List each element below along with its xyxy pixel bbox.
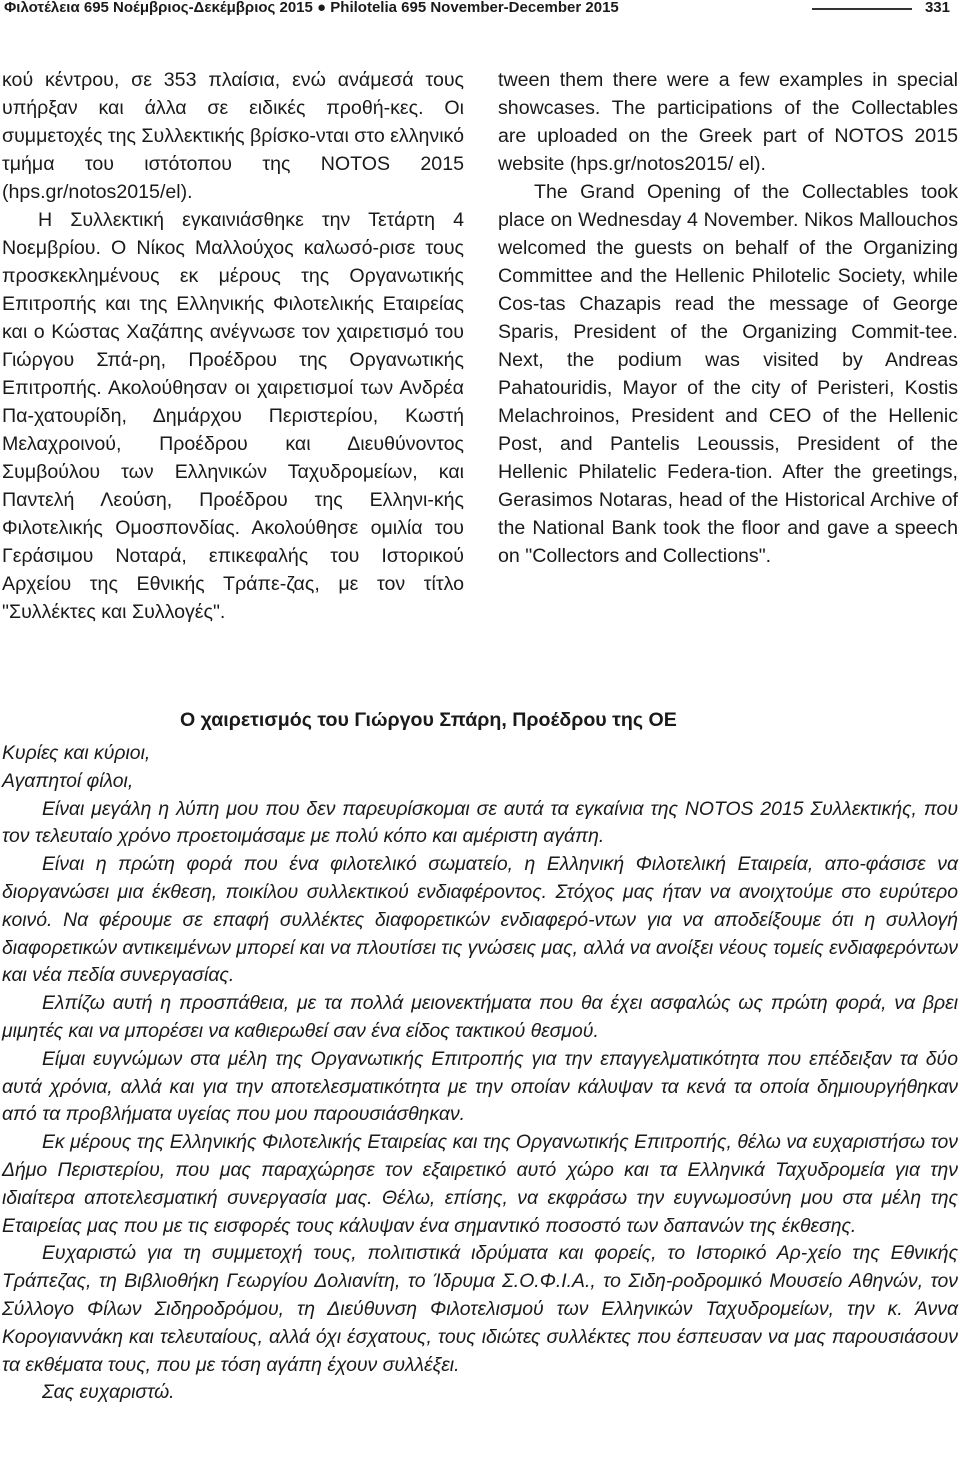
journal-title-english: Philotelia 695 November-December 2015 xyxy=(330,0,619,16)
speech-paragraph: Είναι η πρώτη φορά που ένα φιλοτελικό σωματείο, η Ελληνική Φιλοτελική Εταιρεία, απο-φάσισε να διοργανώσει μια έκθεση, ποικίλου συλλεκτικού ενδιαφέροντος. Στόχος μας ήταν να ανοιχτούμε στο ευρύτερο κοινό. Να φέρουμε σε επαφή συλλέκτες διαφορετικών ενδιαφερό-ντων για να αποδείξουμε ότι η συλλογή διαφορετικών αντικειμένων μπορεί και να πλουτίσει τις γνώσεις μας, αλλά να ανοίξει νέους τομείς ενδιαφερόντων και νέα πεδία συνεργασίας. xyxy=(2,853,958,987)
english-paragraph-2: The Grand Opening of the Collectables took place on Wednesday 4 November. Nikos Mallouchos welcomed the guests on behalf of the Organizing Committee and the Hellenic Philotelic Society, while Cos-tas Chazapis read the message of George Sparis, President of the Organizing Commit-tee. Next, the podium was visited by Andreas Pahatouridis, Mayor of the city of Peristeri, Kostis Melachroinos, President and CEO of the Hellenic Post, and Pantelis Leoussis, President of the Hellenic Philatelic Federa-tion. After the greetings, Gerasimos Notaras, head of the Historical Archive of the National Bank took the floor and gave a speech on "Collectors and Collections". xyxy=(498,181,958,567)
speech-body xyxy=(2,740,958,1407)
speech-closing: Σας ευχαριστώ. xyxy=(42,1381,175,1404)
greek-column xyxy=(2,66,464,626)
page-number: 331 xyxy=(924,0,950,16)
greek-paragraph-2: Η Συλλεκτική εγκαινιάσθηκε την Τετάρτη 4 Νοεμβρίου. Ο Νίκος Μαλλούχος καλωσό-ρισε τους προσκεκλημένους εκ μέρους της Οργανωτικής Επιτροπής και της Ελληνικής Φιλοτελικής Εταιρείας και ο Κώστας Χαζάπης ανέγνωσε τον χαιρετισμό του Γιώργου Σπά-ρη, Προέδρου της Οργανωτικής Επιτροπής. Ακολούθησαν οι χαιρετισμοί των Ανδρέα Πα-χατουρίδη, Δημάρχου Περιστερίου, Κωστή Μελαχροινού, Προέδρου και Διευθύνοντος Συμβούλου των Ελληνικών Ταχυδρομείων, και Παντελή Λεούση, Προέδρου της Ελληνι-κής Φιλοτελικής Ομοσπονδίας. Ακολούθησε ομιλία του Γεράσιμου Νοταρά, επικεφαλής του Ιστορικού Αρχείου της Εθνικής Τράπε-ζας, με τον τίτλο "Συλλέκτες και Συλλογές". xyxy=(2,209,464,623)
running-header xyxy=(0,0,960,20)
speech-paragraph: Είμαι ευγνώμων στα μέλη της Οργανωτικής Επιτροπής για την επαγγελματικότητα που επέδειξαν τα δύο αυτά χρόνια, αλλά και για την αποτελεσματικότητα με την οποίαν κάλυψαν τα κενά τα οποία δημιουργήθηκαν από τα προβλήματα υγείας που μου παρουσιάσθηκαν. xyxy=(2,1047,958,1126)
salutation-1: Κυρίες και κύριοι, xyxy=(2,742,151,764)
speech-paragraph: Ελπίζω αυτή η προσπάθεια, με τα πολλά μειονεκτήματα που θα έχει ασφαλώς ως πρώτη φορά, να βρει μιμητές και να μπορέσει να καθιερωθεί σαν ένα είδος τακτικού θεσμού. xyxy=(2,992,958,1042)
speech-paragraph: Εκ μέρους της Ελληνικής Φιλοτελικής Εταιρείας και της Οργανωτικής Επιτροπής, θέλω να ευχαριστήσω τον Δήμο Περιστερίου, που μας παραχώρησε τον εξαιρετικό αυτό χώρο και τα Ελληνικά Ταχυδρομεία για την ιδιαίτερα αποτελεσματική συνεργασία μας. Θέλω, επίσης, να εκφράσω την ευγνωμοσύνη μου στα μέλη της Εταιρείας μας που με τις εισφορές τους κάλυψαν ένα σημαντικό ποσοστό των δαπανών της έκθεσης. xyxy=(2,1131,958,1237)
speech-paragraph: Είναι μεγάλη η λύπη μου που δεν παρευρίσκομαι σε αυτά τα εγκαίνια της NOTOS 2015 Συλλεκτικής, που τον τελευταίο χρόνο προετοιμάσαμε με πολύ κόπο και αμέριστη αγάπη. xyxy=(2,797,958,848)
speech-title: Ο χαιρετισμός του Γιώργου Σπάρη, Προέδρου της ΟΕ xyxy=(180,709,677,731)
english-column xyxy=(498,66,958,570)
bullet-separator: ● xyxy=(317,0,327,16)
greek-paragraph-1: κού κέντρου, σε 353 πλαίσια, ενώ ανάμεσά τους υπήρξαν και άλλα σε ειδικές προθή-κες. Οι συμμετοχές της Συλλεκτικής βρίσκο-νται στο ελληνικό τμήμα του ιστότοπου της NOTOS 2015 (hps.gr/notos2015/el). xyxy=(2,69,464,203)
header-rule xyxy=(812,8,912,10)
journal-title-greek: Φιλοτέλεια 695 Νοέμβριος-Δεκέμβριος 2015 xyxy=(4,0,313,16)
salutation-2: Αγαπητοί φίλοι, xyxy=(2,769,134,792)
speech-paragraph: Ευχαριστώ για τη συμμετοχή τους, πολιτιστικά ιδρύματα και φορείς, το Ιστορικό Αρ-χείο της Εθνικής Τράπεζας, τη Βιβλιοθήκη Γεωργίου Δολιανίτη, το Ίδρυμα Σ.Ο.Φ.Ι.Α., το Σιδη-ροδρομικό Μουσείο Αθηνών, τον Σύλλογο Φίλων Σιδηροδρόμου, τη Διεύθυνση Φιλοτελισμού των Ελληνικών Ταχυδρομείων, την κ. Άννα Κορογιαννάκη και τελευταίους, αλλά όχι έσχατους, τους ιδιώτες συλλέκτες που έσπευσαν να μας παρουσιάσουν τα εκθέματα τους, που με τόση αγάπη έχουν συλλέξει. xyxy=(2,1242,958,1376)
journal-title xyxy=(4,0,619,18)
english-paragraph-1: tween them there were a few examples in special showcases. The participations of the Collectables are uploaded on the Greek part of NOTOS 2015 website (hps.gr/notos2015/ el). xyxy=(498,69,958,175)
